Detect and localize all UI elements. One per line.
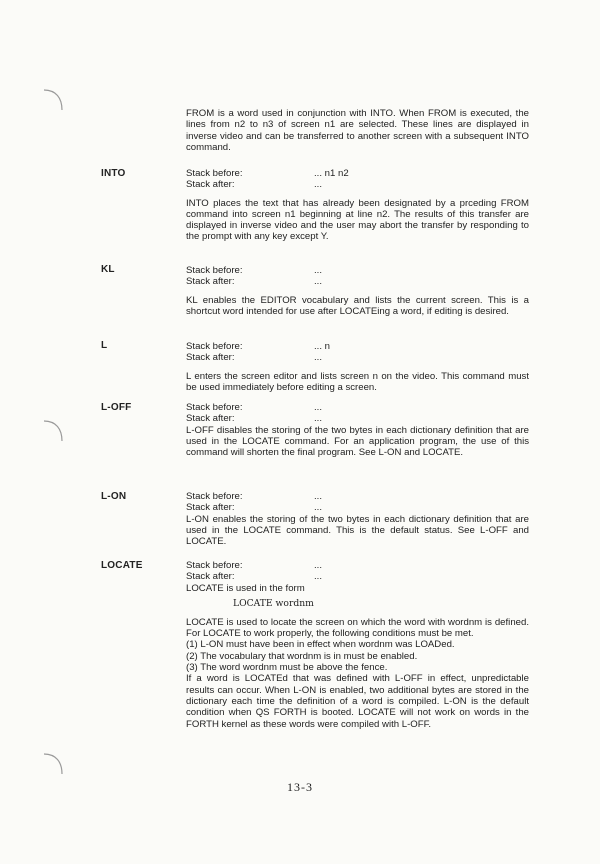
stack-before-label: Stack before: <box>186 168 243 179</box>
stack-after-row <box>186 502 529 513</box>
condition-item: (2) The vocabulary that wordnm is in must be enabled. <box>186 650 418 662</box>
stack-before-row <box>186 265 529 276</box>
entry-l-off <box>186 402 529 458</box>
stack-after-row <box>186 276 529 287</box>
stack-before-row <box>186 491 529 502</box>
stack-before-value: ... <box>314 560 322 571</box>
stack-before-label: Stack before: <box>186 265 243 276</box>
stack-before-row <box>186 341 529 352</box>
stack-before-row <box>186 168 529 179</box>
stack-after-value: ... <box>314 179 322 191</box>
stack-after-label: Stack after: <box>186 413 235 425</box>
stack-after-row <box>186 179 529 190</box>
binder-hole-mark <box>30 84 70 124</box>
stack-after-label: Stack after: <box>186 179 235 191</box>
entry-locate <box>186 560 529 730</box>
stack-before-value: ... n <box>314 341 330 352</box>
condition-item: (3) The word wordnm must be above the fence. <box>186 662 388 674</box>
stack-before-value: ... <box>314 265 322 276</box>
entry-l-on <box>186 491 529 547</box>
term-kl: KL <box>101 264 115 275</box>
stack-before-value: ... <box>314 491 322 502</box>
term-l-off: L-OFF <box>101 402 132 413</box>
term-locate: LOCATE <box>101 560 143 571</box>
usage-code: LOCATE wordnm <box>233 597 314 609</box>
entry-description: KL enables the EDITOR vocabulary and lists the current screen. This is a shortcut word intended for use after LOCATEing a word, if editing is desired. <box>186 294 529 317</box>
entry-kl <box>186 265 529 317</box>
term-into: INTO <box>101 168 126 179</box>
intro-paragraph: FROM is a word used in conjunction with INTO. When FROM is executed, the lines from n2 to n3 of screen n1 are selected. These lines are displayed in inverse video and can be transferred to another screen with a subsequent INTO command. <box>186 108 529 153</box>
entry-into <box>186 168 529 243</box>
page-number: 13-3 <box>287 780 313 794</box>
stack-after-value: ... <box>314 413 322 425</box>
stack-after-value: ... <box>314 352 322 364</box>
stack-before-label: Stack before: <box>186 491 243 502</box>
entry-description: INTO places the text that has already been designated by a prceding FROM command into screen n1 beginning at line n2. The results of this transfer are displayed in inverse video and the user may abort the transfer by responding to the prompt with any key except Y. <box>186 197 529 243</box>
stack-after-label: Stack after: <box>186 276 235 288</box>
stack-before-label: Stack before: <box>186 560 243 571</box>
term-l: L <box>101 340 108 351</box>
entry-description: L-OFF disables the storing of the two bytes in each dictionary definition that are used in the LOCATE command. For an application program, the use of this command will shorten the final program. See L-ON and LOCATE. <box>186 424 529 459</box>
condition-item: (1) L-ON must have been in effect when wordnm was LOADed. <box>186 639 455 651</box>
binder-hole-mark <box>30 415 70 455</box>
usage-intro: LOCATE is used in the form <box>186 582 305 594</box>
stack-before-value: ... n1 n2 <box>314 168 349 179</box>
stack-after-label: Stack after: <box>186 352 235 364</box>
entry-description: LOCATE is used to locate the screen on which the word with wordnm is defined. For LOCATE to work properly, the following conditions must be met. <box>186 616 529 640</box>
stack-after-row <box>186 352 529 363</box>
stack-before-row <box>186 560 529 571</box>
stack-after-value: ... <box>314 571 322 583</box>
entry-description: L enters the screen editor and lists screen n on the video. This command must be used immediately before editing a screen. <box>186 370 529 393</box>
term-l-on: L-ON <box>101 491 127 502</box>
stack-after-label: Stack after: <box>186 502 235 514</box>
stack-before-row <box>186 402 529 413</box>
stack-before-label: Stack before: <box>186 402 243 413</box>
stack-after-row <box>186 413 529 424</box>
stack-after-label: Stack after: <box>186 571 235 583</box>
from-description <box>186 108 529 153</box>
stack-before-value: ... <box>314 402 322 413</box>
entry-description: L-ON enables the storing of the two bytes in each dictionary definition that are used in the LOCATE command. This is the default status. See L-OFF and LOCATE. <box>186 513 529 548</box>
stack-before-label: Stack before: <box>186 341 243 352</box>
entry-l <box>186 341 529 393</box>
closing-paragraph: If a word is LOCATEd that was defined with L-OFF in effect, unpredictable results can occur. When L-ON is enabled, two additional bytes are stored in the dictionary each time the definition of a word is compiled. L-ON is the default condition when QS FORTH is booted. LOCATE will not work on words in the FORTH kernel as these words were compiled with L-OFF. <box>186 673 529 730</box>
stack-after-row <box>186 571 529 582</box>
stack-after-value: ... <box>314 502 322 514</box>
stack-after-value: ... <box>314 276 322 288</box>
